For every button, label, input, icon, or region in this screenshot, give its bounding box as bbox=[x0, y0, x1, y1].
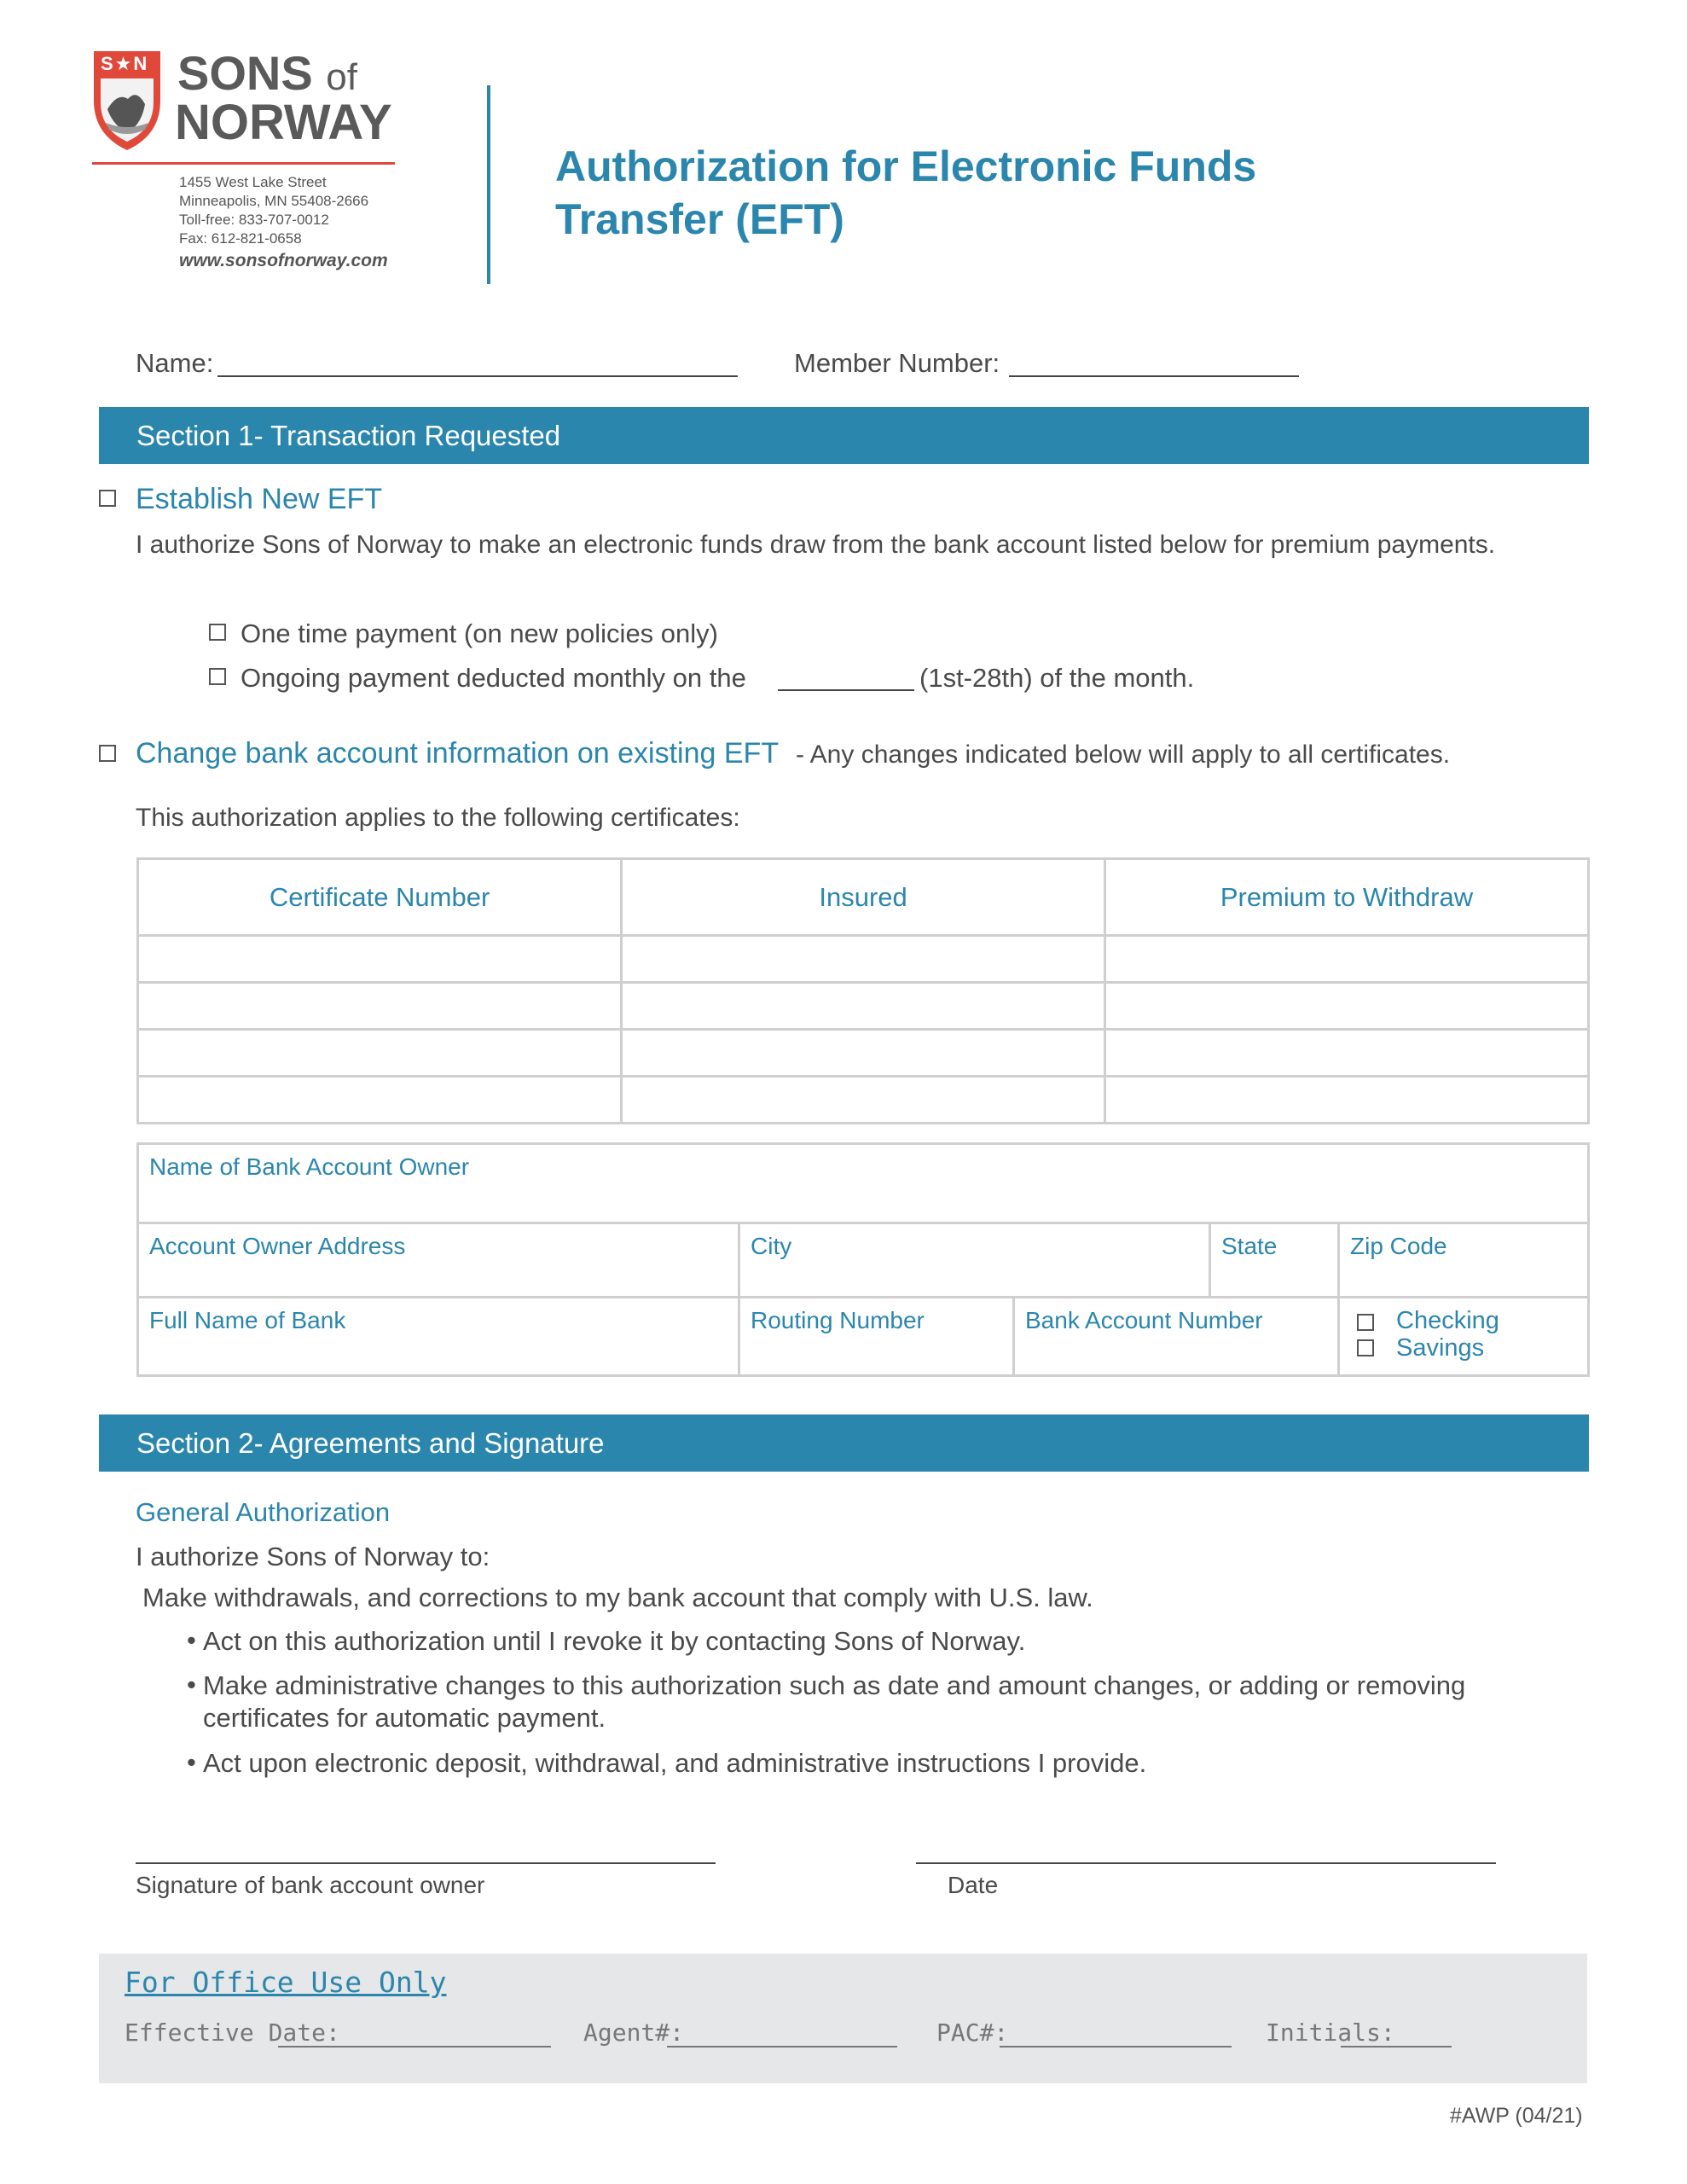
owner-address-field[interactable] bbox=[136, 1222, 740, 1298]
authorization-bullet: Make administrative changes to this authorization such as date and amount changes, or adding or removing bbox=[203, 1670, 1466, 1700]
table-cell[interactable] bbox=[622, 1030, 1105, 1077]
bank-name-field[interactable] bbox=[136, 1296, 740, 1377]
table-cell[interactable] bbox=[1104, 1077, 1588, 1124]
routing-number-field[interactable] bbox=[738, 1296, 1015, 1377]
establish-eft-checkbox[interactable] bbox=[99, 490, 116, 507]
savings-checkbox[interactable] bbox=[1357, 1339, 1374, 1356]
table-cell[interactable] bbox=[138, 983, 622, 1030]
col-insured: Insured bbox=[622, 859, 1105, 936]
signature-field[interactable] bbox=[136, 1862, 716, 1864]
city-field[interactable] bbox=[738, 1222, 1211, 1298]
col-premium: Premium to Withdraw bbox=[1104, 859, 1588, 936]
ongoing-day-field[interactable] bbox=[778, 689, 914, 691]
col-certificate-number: Certificate Number bbox=[138, 859, 622, 936]
pac-field[interactable] bbox=[1000, 2046, 1232, 2048]
routing-number-label: Routing Number bbox=[751, 1307, 925, 1333]
org-name-line1 bbox=[177, 46, 357, 102]
change-bank-label: Change bank account information on existing EFT bbox=[136, 737, 780, 770]
initials-field[interactable] bbox=[1341, 2046, 1452, 2048]
one-time-payment-checkbox[interactable] bbox=[209, 624, 226, 641]
establish-eft-text: I authorize Sons of Norway to make an electronic funds draw from the bank account listed below for premium payments. bbox=[136, 531, 1496, 559]
org-city: Minneapolis, MN 55408-2666 bbox=[179, 193, 369, 209]
office-use-box bbox=[99, 1954, 1587, 2083]
owner-address-label: Account Owner Address bbox=[149, 1233, 406, 1259]
org-website[interactable]: www.sonsofnorway.com bbox=[179, 251, 388, 270]
org-fax: Fax: 612-821-0658 bbox=[179, 230, 302, 247]
checking-checkbox[interactable] bbox=[1357, 1314, 1374, 1331]
bullet-dot: • bbox=[187, 1670, 196, 1699]
table-cell[interactable] bbox=[622, 983, 1105, 1030]
ongoing-payment-label: Ongoing payment deducted monthly on the bbox=[241, 663, 746, 693]
account-number-field[interactable] bbox=[1012, 1296, 1340, 1377]
section2-header: Section 2- Agreements and Signature bbox=[99, 1414, 1589, 1472]
change-bank-checkbox[interactable] bbox=[99, 745, 116, 762]
logo-letters: S★N bbox=[101, 53, 149, 74]
authorization-intro: I authorize Sons of Norway to: bbox=[136, 1542, 490, 1571]
table-cell[interactable] bbox=[138, 1077, 622, 1124]
table-cell[interactable] bbox=[138, 936, 622, 983]
checking-label: Checking bbox=[1396, 1307, 1499, 1334]
table-cell[interactable] bbox=[622, 936, 1105, 983]
agent-field[interactable] bbox=[667, 2046, 897, 2048]
zip-field[interactable] bbox=[1337, 1222, 1590, 1298]
authorization-bullet: Act on this authorization until I revoke it by contacting Sons of Norway. bbox=[203, 1626, 1026, 1656]
city-label: City bbox=[751, 1233, 792, 1259]
state-label: State bbox=[1221, 1233, 1278, 1259]
form-code: #AWP (04/21) bbox=[1450, 2104, 1583, 2128]
bank-name-label: Full Name of Bank bbox=[149, 1307, 346, 1333]
general-authorization-heading: General Authorization bbox=[136, 1497, 391, 1527]
change-bank-text: - Any changes indicated below will apply to all certificates. bbox=[796, 741, 1451, 769]
name-label: Name: bbox=[136, 348, 214, 378]
header-divider bbox=[487, 85, 490, 284]
initials-label: Initials: bbox=[1266, 2018, 1395, 2047]
effective-date-label: Effective Date: bbox=[125, 2018, 340, 2047]
zip-label: Zip Code bbox=[1350, 1233, 1447, 1259]
table-cell[interactable] bbox=[138, 1030, 622, 1077]
one-time-payment-label: One time payment (on new policies only) bbox=[241, 619, 718, 648]
table-cell[interactable] bbox=[622, 1077, 1105, 1124]
agent-label: Agent#: bbox=[583, 2018, 685, 2047]
authorization-bullet: Act upon electronic deposit, withdrawal, and administrative instructions I provide. bbox=[203, 1748, 1147, 1778]
account-type-field bbox=[1337, 1296, 1590, 1377]
owner-name-label: Name of Bank Account Owner bbox=[149, 1153, 470, 1180]
establish-eft-label: Establish New EFT bbox=[136, 483, 383, 515]
org-name-sons: SONS bbox=[177, 46, 313, 100]
org-tollfree: Toll-free: 833-707-0012 bbox=[179, 212, 329, 228]
ongoing-payment-suffix: (1st-28th) of the month. bbox=[919, 663, 1195, 693]
bullet-dot: • bbox=[187, 1747, 196, 1777]
form-title-line2: Transfer (EFT) bbox=[555, 195, 844, 243]
table-cell[interactable] bbox=[1104, 983, 1588, 1030]
name-field[interactable] bbox=[217, 375, 738, 377]
savings-label: Savings bbox=[1396, 1334, 1485, 1362]
table-row bbox=[138, 1077, 1589, 1124]
office-use-title: For Office Use Only bbox=[125, 1966, 447, 1999]
member-number-field[interactable] bbox=[1009, 375, 1299, 377]
effective-date-field[interactable] bbox=[278, 2046, 551, 2048]
signature-label: Signature of bank account owner bbox=[136, 1872, 485, 1898]
account-number-label: Bank Account Number bbox=[1025, 1307, 1263, 1333]
table-row bbox=[138, 936, 1589, 983]
table-row bbox=[138, 983, 1589, 1030]
table-row bbox=[138, 1030, 1589, 1077]
date-field[interactable] bbox=[916, 1862, 1496, 1864]
date-label: Date bbox=[948, 1872, 999, 1898]
pac-label: PAC#: bbox=[936, 2018, 1009, 2047]
form-title-line1: Authorization for Electronic Funds bbox=[555, 142, 1257, 190]
org-name-line2: NORWAY bbox=[175, 95, 392, 150]
owner-name-field[interactable] bbox=[136, 1142, 1590, 1224]
org-name-of: of bbox=[326, 56, 357, 98]
logo-underline bbox=[92, 162, 395, 165]
table-header-row bbox=[138, 859, 1589, 936]
applies-text: This authorization applies to the following certificates: bbox=[136, 804, 740, 832]
bullet-dot: • bbox=[187, 1625, 196, 1655]
authorization-bullet-cont: certificates for automatic payment. bbox=[203, 1703, 606, 1733]
table-cell[interactable] bbox=[1104, 1030, 1588, 1077]
logo bbox=[92, 49, 162, 152]
org-address: 1455 West Lake Street bbox=[179, 174, 327, 190]
state-field[interactable] bbox=[1209, 1222, 1340, 1298]
section1-header: Section 1- Transaction Requested bbox=[99, 407, 1589, 464]
member-number-label: Member Number: bbox=[794, 348, 1000, 378]
certificates-table bbox=[136, 857, 1590, 1124]
table-cell[interactable] bbox=[1104, 936, 1588, 983]
ongoing-payment-checkbox[interactable] bbox=[209, 668, 226, 685]
authorization-line1: Make withdrawals, and corrections to my bank account that comply with U.S. law. bbox=[142, 1583, 1093, 1612]
